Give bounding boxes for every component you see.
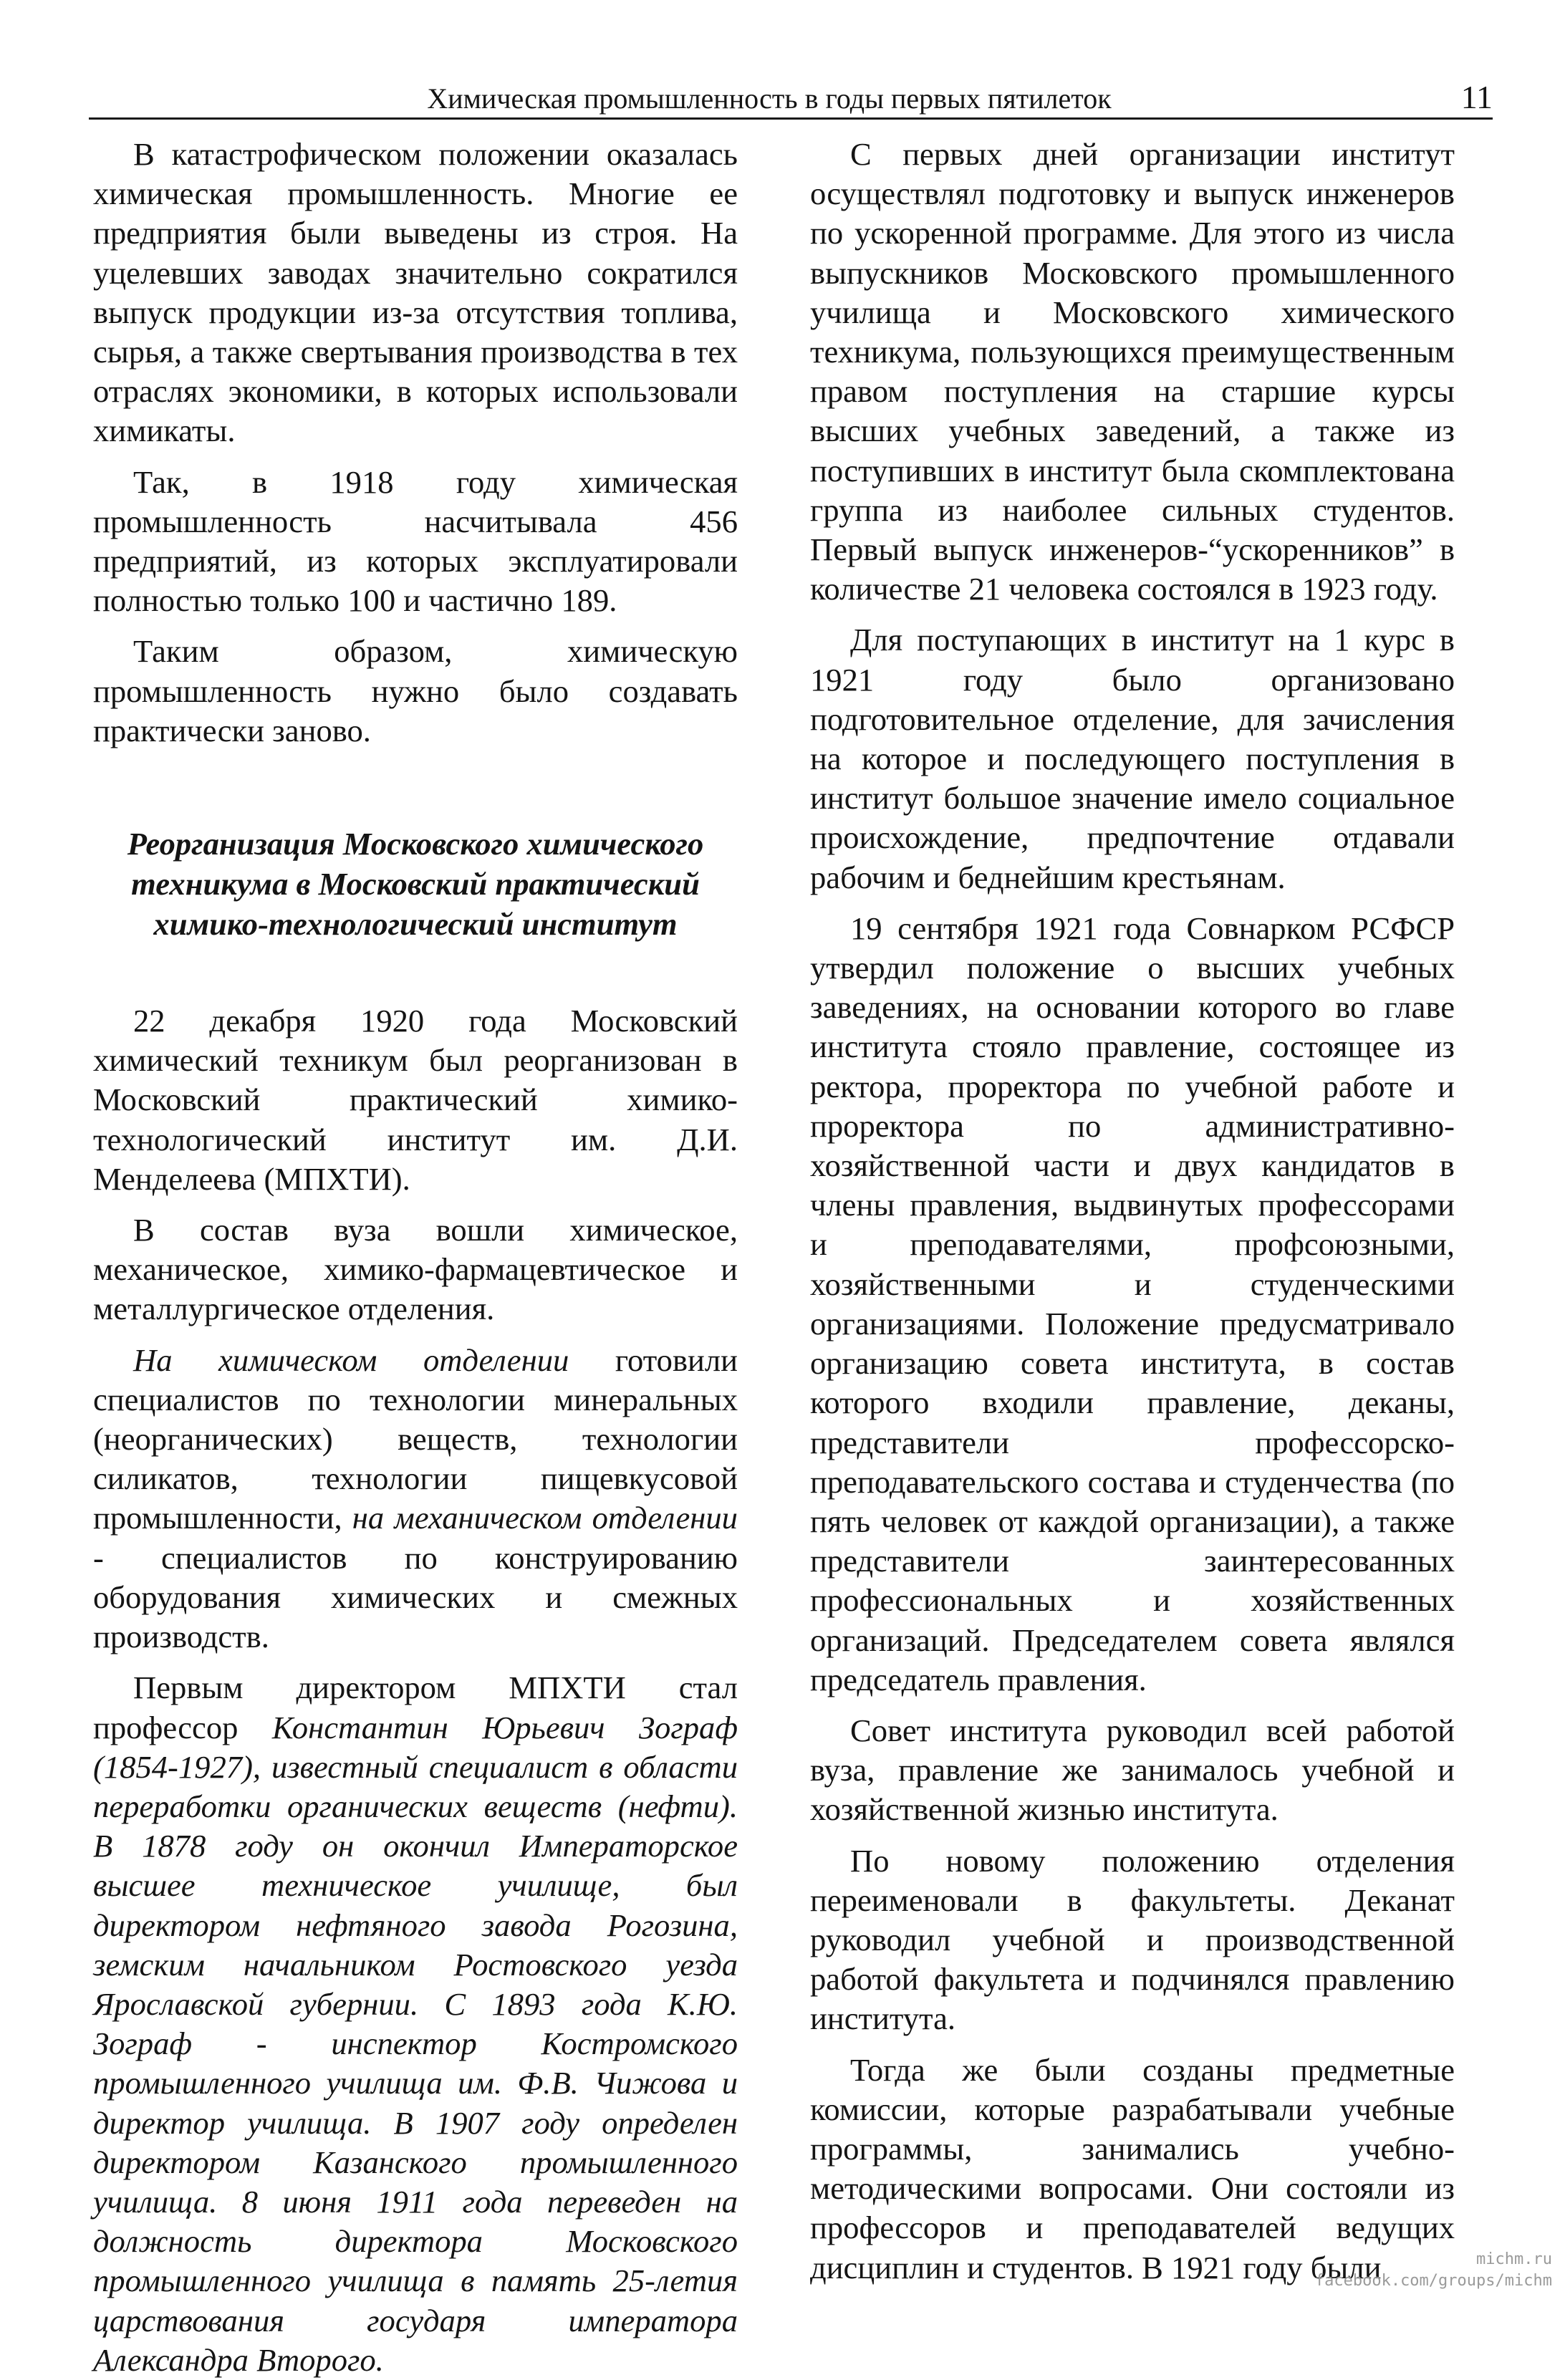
paragraph: Таким образом, химическую промышленность нужно было создавать практически заново. (93, 633, 738, 748)
italic-lead: На химическом отделении (133, 1341, 569, 1378)
right-column (810, 135, 1455, 2288)
paragraph: Так, в 1918 году химическая промышленность насчитывала 456 предприятий, из которых эксплуатировали полностью только 100 и частично 189. (93, 463, 738, 619)
header-rule (89, 117, 1493, 120)
paragraph: По новому положению отделения переименовали в факультеты. Деканат руководил учебной и производственной работой факультета и подчинялся правлению института. (810, 1842, 1455, 2037)
italic-biography: Константин Юрьевич Зограф (1854-1927), известный специалист в области переработки органических веществ (нефти). В 1878 году он окончил Императорское высшее техническое училище, был директором нефтяного завода Рогозина, земским начальником Ростовского уезда Ярославской губернии. С 1893 года К.Ю. Зограф - инспектор Костромского промышленного училища им. Ф.В. Чижова и директор училища. В 1907 году определен директором Казанского промышленного училища. 8 июня 1911 года переведен на должность директора Московского промышленного училища в память 25-летия царствования государя императора Александра Второго. (93, 1709, 738, 2378)
watermark-group: facebook.com/groups/michm (1314, 2272, 1552, 2290)
paragraph-text: Первым директором МПХТИ стал профессор (93, 1670, 738, 1745)
watermark-site: michm.ru (1476, 2250, 1552, 2268)
paragraph: Тогда же были созданы предметные комиссии, которые разрабатывали учебные программы, занимались учебно-методическими вопросами. Они состояли из профессоров и преподавателей ведущих дисциплин и студентов. В 1921 году были (810, 2051, 1455, 2285)
paragraph (93, 1668, 738, 2380)
paragraph: 22 декабря 1920 года Московский химический техникум был реорганизован в Московский практический химико-технологический институт им. Д.И. Менделеева (МПХТИ). (93, 1003, 738, 1197)
watermark (1315, 2249, 1552, 2292)
paragraph: Совет института руководил всей работой вуза, правление же занималось учебной и хозяйственной жизнью института. (810, 1712, 1455, 1828)
section-heading: Реорганизация Московского химического техникума в Московский практический химико-технологический институт (127, 826, 704, 943)
paragraph: 19 сентября 1921 года Совнарком РСФСР утвердил положение о высших учебных заведениях, на основании которого во главе института стояло правление, состоящее из ректора, проректора по учебной работе и проректора по административно-хозяйственной части и двух кандидатов в члены правления, выдвинутых профессорами и преподавателями, профсоюзными, хозяйственными и студенческими организациями. Положение предусматривало организацию совета института, в состав которого входили правление, деканы, представители профессорско-преподавательского состава и студенчества (по пять человек от каждой организации), а также представители заинтересованных профессиональных и хозяйственных организаций. Председателем совета являлся председатель правления. (810, 910, 1455, 1697)
running-title: Химическая промышленность в годы первых пятилеток (427, 82, 1112, 115)
paragraph-text: готовили специалистов по технологии минеральных (неорганических) веществ, технологии силикатов, технологии пищевкусовой промышленности, (93, 1341, 738, 1536)
paragraph (93, 1341, 738, 1657)
left-column (93, 135, 738, 2380)
italic-inline: на механическом отделении (352, 1500, 738, 1536)
paragraph: В состав вуза вошли химическое, механическое, химико-фармацевтическое и металлургическое отделения. (93, 1212, 738, 1327)
paragraph: В катастрофическом положении оказалась химическая промышленность. Многие ее предприятия были выведены из строя. На уцелевших заводах значительно сократился выпуск продукции из-за отсутствия топлива, сырья, а также свертывания производства в тех отраслях экономики, в которых использовали химикаты. (93, 136, 738, 449)
paragraph-text: - специалистов по конструированию оборудования химических и смежных производств. (93, 1539, 738, 1655)
page-number: 11 (1460, 79, 1493, 115)
running-header (89, 80, 1493, 117)
paragraph: Для поступающих в институт на 1 курс в 1921 году было организовано подготовительное отделение, для зачисления на которое и последующего поступления в институт большое значение имело социальное происхождение, предпочтение отдавали рабочим и беднейшим крестьянам. (810, 622, 1455, 895)
paragraph: С первых дней организации институт осуществлял подготовку и выпуск инженеров по ускоренной программе. Для этого из числа выпускников Московского промышленного училища и Московского химического техникума, пользующихся преимущественным правом поступления на старшие курсы высших учебных заведений, а также из поступивших в институт была скомплектована группа из наиболее сильных студентов. Первый выпуск инженеров-“ускоренников” в количестве 21 человека состоялся в 1923 году. (810, 136, 1455, 607)
